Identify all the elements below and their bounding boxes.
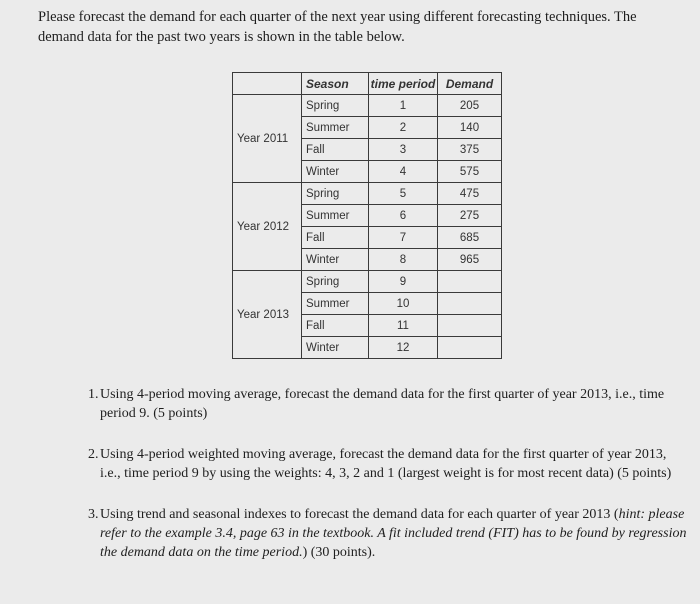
demand-cell: 475: [438, 183, 502, 205]
demand-cell: 205: [438, 95, 502, 117]
question-text-main: Using trend and seasonal indexes to forecast the demand data for each quarter of year 2013 (: [100, 507, 619, 522]
question-number: 2.: [88, 447, 99, 462]
demand-cell: 965: [438, 249, 502, 271]
demand-cell: [438, 293, 502, 315]
header-time-period: time period: [369, 73, 438, 95]
year-cell: Year 2011: [233, 95, 302, 183]
question-text-tail: ) (30 points).: [302, 545, 376, 560]
season-cell: Fall: [302, 227, 369, 249]
period-cell: 4: [369, 161, 438, 183]
season-cell: Summer: [302, 205, 369, 227]
demand-cell: 685: [438, 227, 502, 249]
season-cell: Spring: [302, 183, 369, 205]
demand-cell: 140: [438, 117, 502, 139]
demand-cell: 375: [438, 139, 502, 161]
period-cell: 12: [369, 337, 438, 359]
period-cell: 10: [369, 293, 438, 315]
period-cell: 5: [369, 183, 438, 205]
question-3: [88, 505, 688, 562]
question-number: 3.: [88, 507, 99, 522]
period-cell: 3: [369, 139, 438, 161]
year-cell: Year 2012: [233, 183, 302, 271]
table-row: [233, 183, 502, 205]
table-body: [233, 95, 502, 359]
season-cell: Winter: [302, 249, 369, 271]
year-cell: Year 2013: [233, 271, 302, 359]
intro-paragraph: Please forecast the demand for each quarter of the next year using different forecasting techniques. The demand data for the past two years is shown in the table below.: [38, 9, 637, 45]
season-cell: Winter: [302, 337, 369, 359]
table-header-row: [233, 73, 502, 95]
question-text: [100, 505, 688, 562]
table-row: [233, 95, 502, 117]
demand-table: [232, 72, 502, 359]
season-cell: Winter: [302, 161, 369, 183]
demand-cell: 275: [438, 205, 502, 227]
header-year: [233, 73, 302, 95]
season-cell: Spring: [302, 271, 369, 293]
question-text: Using 4-period weighted moving average, forecast the demand data for the first quarter of year 2013, i.e., time period 9 by using the weights: 4, 3, 2 and 1 (largest weight is for most recent data) (5 points): [100, 447, 672, 481]
demand-cell: [438, 337, 502, 359]
period-cell: 6: [369, 205, 438, 227]
season-cell: Summer: [302, 293, 369, 315]
season-cell: Fall: [302, 315, 369, 337]
period-cell: 7: [369, 227, 438, 249]
period-cell: 1: [369, 95, 438, 117]
table-row: [233, 271, 502, 293]
season-cell: Summer: [302, 117, 369, 139]
header-demand: Demand: [438, 73, 502, 95]
period-cell: 2: [369, 117, 438, 139]
question-1: [88, 385, 688, 423]
period-cell: 11: [369, 315, 438, 337]
season-cell: Spring: [302, 95, 369, 117]
question-list: [88, 385, 688, 584]
question-hint: hint: please refer to the example 3.4, page 63 in the textbook. A fit included trend (FIT) has to be found by regression the demand data on the time period.: [100, 507, 687, 560]
demand-cell: [438, 315, 502, 337]
question-2: [88, 445, 688, 483]
demand-cell: 575: [438, 161, 502, 183]
period-cell: 8: [369, 249, 438, 271]
season-cell: Fall: [302, 139, 369, 161]
demand-cell: [438, 271, 502, 293]
question-text: Using 4-period moving average, forecast the demand data for the first quarter of year 2013, i.e., time period 9. (5 points): [100, 387, 665, 421]
period-cell: 9: [369, 271, 438, 293]
header-season: Season: [302, 73, 369, 95]
question-number: 1.: [88, 387, 99, 402]
